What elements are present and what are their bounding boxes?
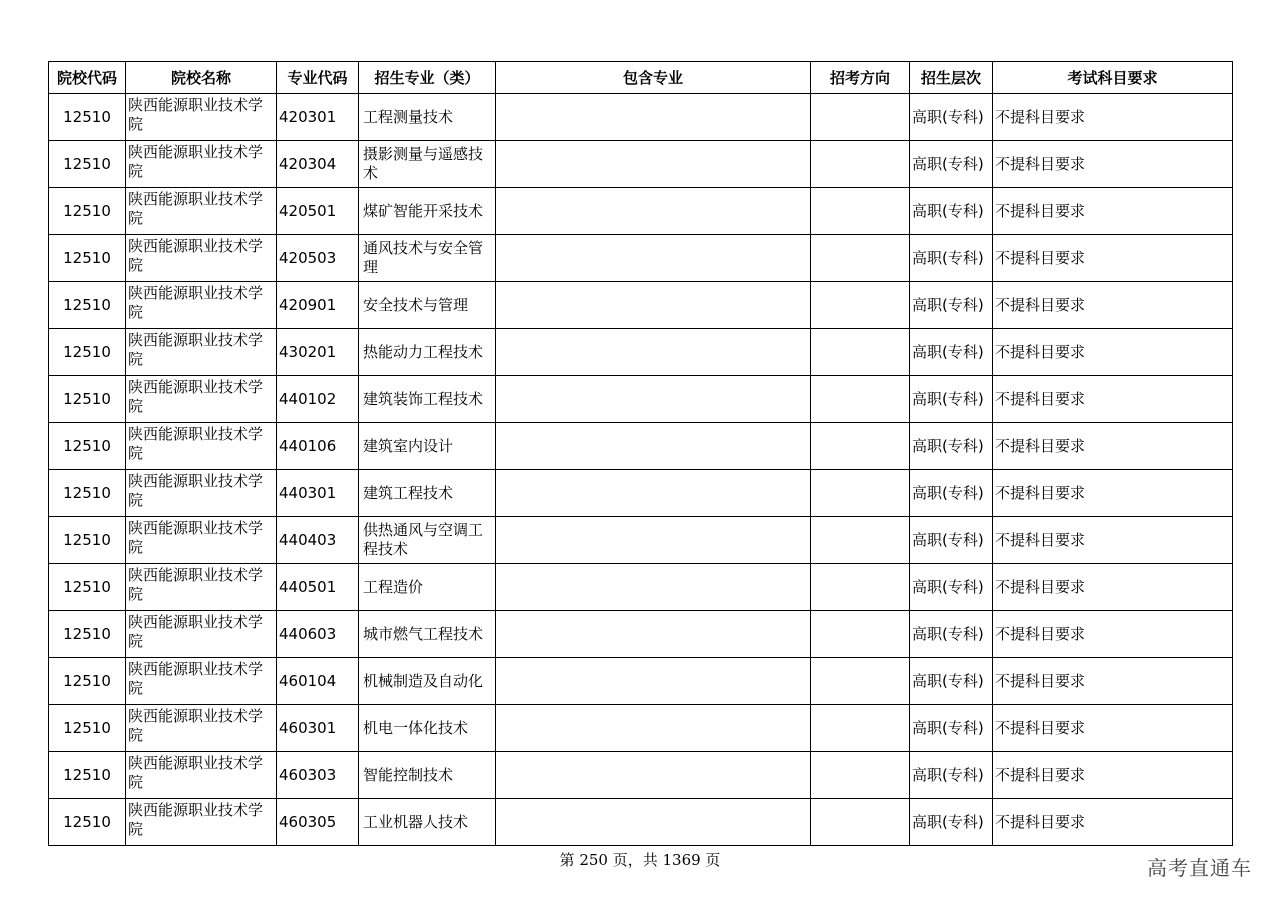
cell-school-name: 陕西能源职业技术学院 [126, 235, 277, 282]
cell-major-code: 440403 [277, 517, 359, 564]
cell-level: 高职(专科) [910, 94, 993, 141]
cell-school-name: 陕西能源职业技术学院 [126, 517, 277, 564]
cell-school-name: 陕西能源职业技术学院 [126, 705, 277, 752]
cell-level: 高职(专科) [910, 282, 993, 329]
table-row [49, 658, 1233, 705]
cell-major-code: 420304 [277, 141, 359, 188]
table-row [49, 329, 1233, 376]
cell-school-code: 12510 [49, 141, 126, 188]
cell-school-code: 12510 [49, 329, 126, 376]
cell-direction [811, 282, 910, 329]
cell-major: 煤矿智能开采技术 [359, 188, 496, 235]
cell-school-name: 陕西能源职业技术学院 [126, 282, 277, 329]
cell-included-majors [496, 141, 811, 188]
cell-major-code: 440603 [277, 611, 359, 658]
cell-school-code: 12510 [49, 423, 126, 470]
cell-school-code: 12510 [49, 799, 126, 846]
cell-included-majors [496, 517, 811, 564]
cell-direction [811, 329, 910, 376]
page-number: 第 250 页，共 1369 页 [559, 851, 721, 869]
cell-level: 高职(专科) [910, 423, 993, 470]
cell-subject-requirement: 不提科目要求 [993, 470, 1233, 517]
cell-direction [811, 188, 910, 235]
cell-school-name: 陕西能源职业技术学院 [126, 329, 277, 376]
cell-subject-requirement: 不提科目要求 [993, 94, 1233, 141]
cell-direction [811, 752, 910, 799]
table-row [49, 470, 1233, 517]
cell-school-name: 陕西能源职业技术学院 [126, 188, 277, 235]
cell-major: 供热通风与空调工程技术 [359, 517, 496, 564]
cell-level: 高职(专科) [910, 705, 993, 752]
cell-subject-requirement: 不提科目要求 [993, 376, 1233, 423]
cell-subject-requirement: 不提科目要求 [993, 611, 1233, 658]
cell-included-majors [496, 564, 811, 611]
cell-major-code: 460305 [277, 799, 359, 846]
cell-subject-requirement: 不提科目要求 [993, 235, 1233, 282]
cell-direction [811, 658, 910, 705]
header-school-name: 院校名称 [126, 62, 277, 94]
cell-school-code: 12510 [49, 564, 126, 611]
cell-school-code: 12510 [49, 611, 126, 658]
cell-level: 高职(专科) [910, 611, 993, 658]
cell-major-code: 460303 [277, 752, 359, 799]
cell-school-code: 12510 [49, 517, 126, 564]
cell-included-majors [496, 94, 811, 141]
table-row [49, 282, 1233, 329]
cell-school-name: 陕西能源职业技术学院 [126, 752, 277, 799]
cell-direction [811, 423, 910, 470]
header-included-majors: 包含专业 [496, 62, 811, 94]
cell-level: 高职(专科) [910, 329, 993, 376]
cell-major: 工程造价 [359, 564, 496, 611]
header-school-code: 院校代码 [49, 62, 126, 94]
cell-major: 工业机器人技术 [359, 799, 496, 846]
cell-school-code: 12510 [49, 752, 126, 799]
cell-level: 高职(专科) [910, 235, 993, 282]
cell-subject-requirement: 不提科目要求 [993, 188, 1233, 235]
cell-major: 摄影测量与遥感技术 [359, 141, 496, 188]
cell-subject-requirement: 不提科目要求 [993, 423, 1233, 470]
cell-direction [811, 799, 910, 846]
cell-major-code: 420301 [277, 94, 359, 141]
table-header-row [49, 62, 1233, 94]
cell-included-majors [496, 329, 811, 376]
cell-direction [811, 564, 910, 611]
cell-major: 建筑工程技术 [359, 470, 496, 517]
cell-included-majors [496, 799, 811, 846]
cell-major-code: 460104 [277, 658, 359, 705]
cell-direction [811, 141, 910, 188]
cell-direction [811, 470, 910, 517]
cell-school-name: 陕西能源职业技术学院 [126, 94, 277, 141]
cell-school-name: 陕西能源职业技术学院 [126, 611, 277, 658]
header-level: 招生层次 [910, 62, 993, 94]
cell-subject-requirement: 不提科目要求 [993, 658, 1233, 705]
header-major-code: 专业代码 [277, 62, 359, 94]
cell-subject-requirement: 不提科目要求 [993, 517, 1233, 564]
cell-major: 机电一体化技术 [359, 705, 496, 752]
table-row [49, 705, 1233, 752]
cell-level: 高职(专科) [910, 470, 993, 517]
cell-level: 高职(专科) [910, 141, 993, 188]
cell-major-code: 420503 [277, 235, 359, 282]
cell-school-name: 陕西能源职业技术学院 [126, 423, 277, 470]
cell-major: 智能控制技术 [359, 752, 496, 799]
cell-major: 安全技术与管理 [359, 282, 496, 329]
cell-direction [811, 376, 910, 423]
cell-included-majors [496, 235, 811, 282]
header-direction: 招考方向 [811, 62, 910, 94]
cell-major: 建筑室内设计 [359, 423, 496, 470]
cell-school-code: 12510 [49, 376, 126, 423]
cell-school-code: 12510 [49, 282, 126, 329]
cell-major-code: 420501 [277, 188, 359, 235]
cell-major-code: 440501 [277, 564, 359, 611]
cell-major-code: 440301 [277, 470, 359, 517]
cell-direction [811, 94, 910, 141]
cell-included-majors [496, 423, 811, 470]
cell-level: 高职(专科) [910, 658, 993, 705]
cell-major-code: 440102 [277, 376, 359, 423]
cell-school-code: 12510 [49, 235, 126, 282]
table-row [49, 235, 1233, 282]
cell-direction [811, 705, 910, 752]
cell-level: 高职(专科) [910, 799, 993, 846]
cell-major-code: 440106 [277, 423, 359, 470]
cell-major: 城市燃气工程技术 [359, 611, 496, 658]
cell-school-code: 12510 [49, 705, 126, 752]
cell-school-code: 12510 [49, 470, 126, 517]
cell-major: 工程测量技术 [359, 94, 496, 141]
cell-major: 机械制造及自动化 [359, 658, 496, 705]
cell-school-name: 陕西能源职业技术学院 [126, 658, 277, 705]
cell-major-code: 420901 [277, 282, 359, 329]
table-row [49, 564, 1233, 611]
cell-school-name: 陕西能源职业技术学院 [126, 141, 277, 188]
cell-school-name: 陕西能源职业技术学院 [126, 799, 277, 846]
cell-included-majors [496, 611, 811, 658]
cell-major: 建筑装饰工程技术 [359, 376, 496, 423]
cell-major: 热能动力工程技术 [359, 329, 496, 376]
watermark-text: 高考直通车 [1147, 856, 1252, 880]
cell-direction [811, 611, 910, 658]
header-subject-requirement: 考试科目要求 [993, 62, 1233, 94]
table-row [49, 94, 1233, 141]
cell-subject-requirement: 不提科目要求 [993, 141, 1233, 188]
cell-school-name: 陕西能源职业技术学院 [126, 470, 277, 517]
cell-school-code: 12510 [49, 188, 126, 235]
cell-subject-requirement: 不提科目要求 [993, 752, 1233, 799]
table-body [49, 94, 1233, 846]
cell-level: 高职(专科) [910, 376, 993, 423]
table-row [49, 376, 1233, 423]
table-row [49, 188, 1233, 235]
cell-direction [811, 235, 910, 282]
cell-included-majors [496, 282, 811, 329]
cell-level: 高职(专科) [910, 517, 993, 564]
cell-school-code: 12510 [49, 94, 126, 141]
cell-major: 通风技术与安全管理 [359, 235, 496, 282]
cell-included-majors [496, 188, 811, 235]
cell-subject-requirement: 不提科目要求 [993, 799, 1233, 846]
cell-subject-requirement: 不提科目要求 [993, 564, 1233, 611]
cell-school-name: 陕西能源职业技术学院 [126, 376, 277, 423]
cell-level: 高职(专科) [910, 564, 993, 611]
cell-subject-requirement: 不提科目要求 [993, 329, 1233, 376]
cell-level: 高职(专科) [910, 752, 993, 799]
cell-major-code: 430201 [277, 329, 359, 376]
cell-school-name: 陕西能源职业技术学院 [126, 564, 277, 611]
cell-level: 高职(专科) [910, 188, 993, 235]
cell-school-code: 12510 [49, 658, 126, 705]
cell-subject-requirement: 不提科目要求 [993, 705, 1233, 752]
table-row [49, 611, 1233, 658]
table-row [49, 141, 1233, 188]
header-major: 招生专业（类） [359, 62, 496, 94]
cell-included-majors [496, 658, 811, 705]
cell-included-majors [496, 376, 811, 423]
cell-included-majors [496, 752, 811, 799]
table-row [49, 517, 1233, 564]
cell-included-majors [496, 470, 811, 517]
cell-major-code: 460301 [277, 705, 359, 752]
table-row [49, 423, 1233, 470]
cell-subject-requirement: 不提科目要求 [993, 282, 1233, 329]
admission-table [48, 61, 1233, 846]
table-row [49, 799, 1233, 846]
cell-direction [811, 517, 910, 564]
table-row [49, 752, 1233, 799]
cell-included-majors [496, 705, 811, 752]
